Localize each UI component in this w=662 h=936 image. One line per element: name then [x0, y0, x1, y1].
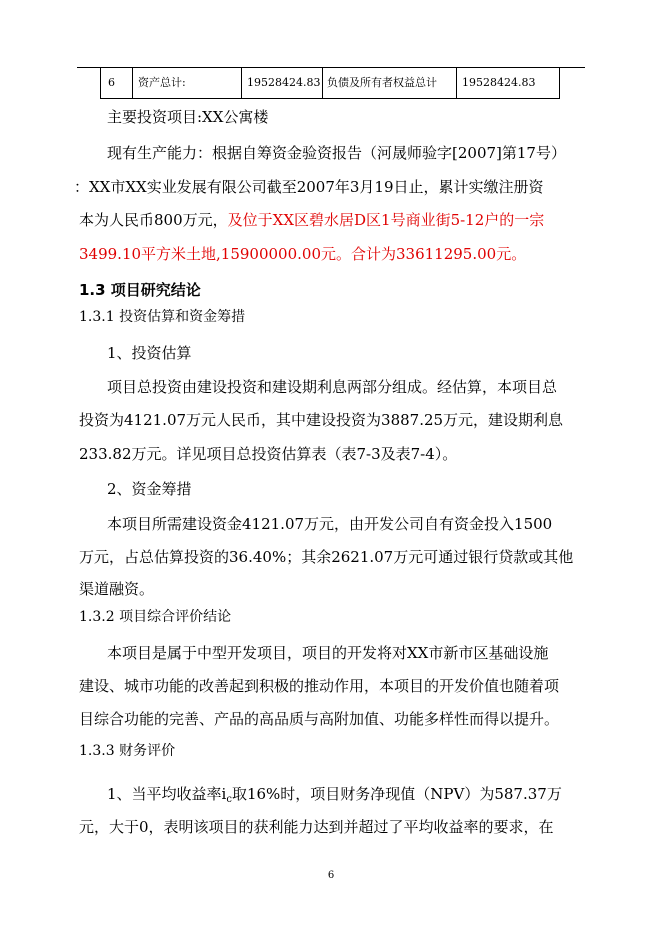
page-number: 6	[327, 870, 335, 881]
paragraph-evaluation-line-2: 建设、城市功能的改善起到积极的推动作用，本项目的开发价值也随着项	[79, 677, 560, 695]
table-divider	[456, 67, 457, 98]
npv-text-suffix: 取16%时，项目财务净现值（NPV）为587.37万	[231, 785, 562, 803]
paragraph-financial-line-1	[107, 783, 562, 811]
table-divider	[132, 67, 133, 98]
subscript-c: c	[226, 794, 232, 805]
total-assets-label: 资产总计:	[138, 76, 186, 89]
main-investment-project: 主要投资项目:XX公寓楼	[107, 108, 269, 126]
section-heading-1-3-2: 1.3.2 项目综合评价结论	[79, 609, 232, 625]
subheading-investment-estimate: 1、投资估算	[107, 344, 192, 362]
row-index: 6	[108, 76, 115, 89]
land-total-highlight: 3499.10平方米土地,15900000.00元。合计为33611295.00元。	[79, 245, 527, 263]
npv-text-prefix: 1、当平均收益率i	[107, 785, 227, 803]
capacity-line-2: ：XX市XX实业发展有限公司截至2007年3月19日止，累计实缴注册资	[74, 178, 544, 196]
liabilities-equity-label: 负债及所有者权益总计	[327, 76, 437, 89]
capacity-line-3	[79, 209, 544, 231]
liabilities-equity-value: 19528424.83	[462, 76, 536, 89]
paragraph-evaluation-line-3: 目综合功能的完善、产品的高品质与高附加值、功能多样性而得以提升。	[79, 710, 560, 728]
table-divider	[322, 67, 323, 98]
section-heading-1-3-3: 1.3.3 财务评价	[79, 743, 176, 759]
paragraph-financial-line-2: 元，大于0，表明该项目的获利能力达到并超过了平均收益率的要求，在	[79, 818, 554, 836]
subheading-fund-raising: 2、资金筹措	[107, 480, 192, 498]
paragraph-funding-line-2: 万元，占总估算投资的36.40%；其余2621.07万元可通过银行贷款或其他	[79, 548, 574, 566]
table-bottom-border	[100, 98, 560, 99]
total-assets-value: 19528424.83	[247, 76, 321, 89]
table-divider	[100, 67, 101, 98]
table-divider	[559, 67, 560, 98]
section-heading-1-3: 1.3 项目研究结论	[79, 281, 201, 299]
paragraph-investment-line-2: 投资为4121.07万元人民币，其中建设投资为3887.25万元，建设期利息	[79, 411, 564, 429]
paragraph-funding-line-3: 渠道融资。	[79, 580, 155, 598]
section-heading-1-3-1: 1.3.1 投资估算和资金筹措	[79, 309, 246, 325]
land-highlight-text: 及位于XX区碧水居D区1号商业街5-12户的一宗	[227, 211, 545, 229]
paragraph-evaluation-line-1: 本项目是属于中型开发项目，项目的开发将对XX市新市区基础设施	[107, 644, 549, 662]
table-divider	[241, 67, 242, 98]
table-top-border	[77, 67, 585, 68]
asset-table-fragment	[0, 0, 662, 100]
paragraph-investment-line-1: 项目总投资由建设投资和建设期利息两部分组成。经估算，本项目总	[107, 378, 558, 396]
capital-text: 本为人民币800万元，	[79, 211, 228, 229]
paragraph-funding-line-1: 本项目所需建设资金4121.07万元，由开发公司自有资金投入1500	[107, 515, 553, 533]
capacity-line-1: 现有生产能力：根据自筹资金验资报告（河晟师验字[2007]第17号）	[107, 144, 566, 162]
paragraph-investment-line-3: 233.82万元。详见项目总投资估算表（表7-3及表7-4）。	[79, 445, 458, 463]
